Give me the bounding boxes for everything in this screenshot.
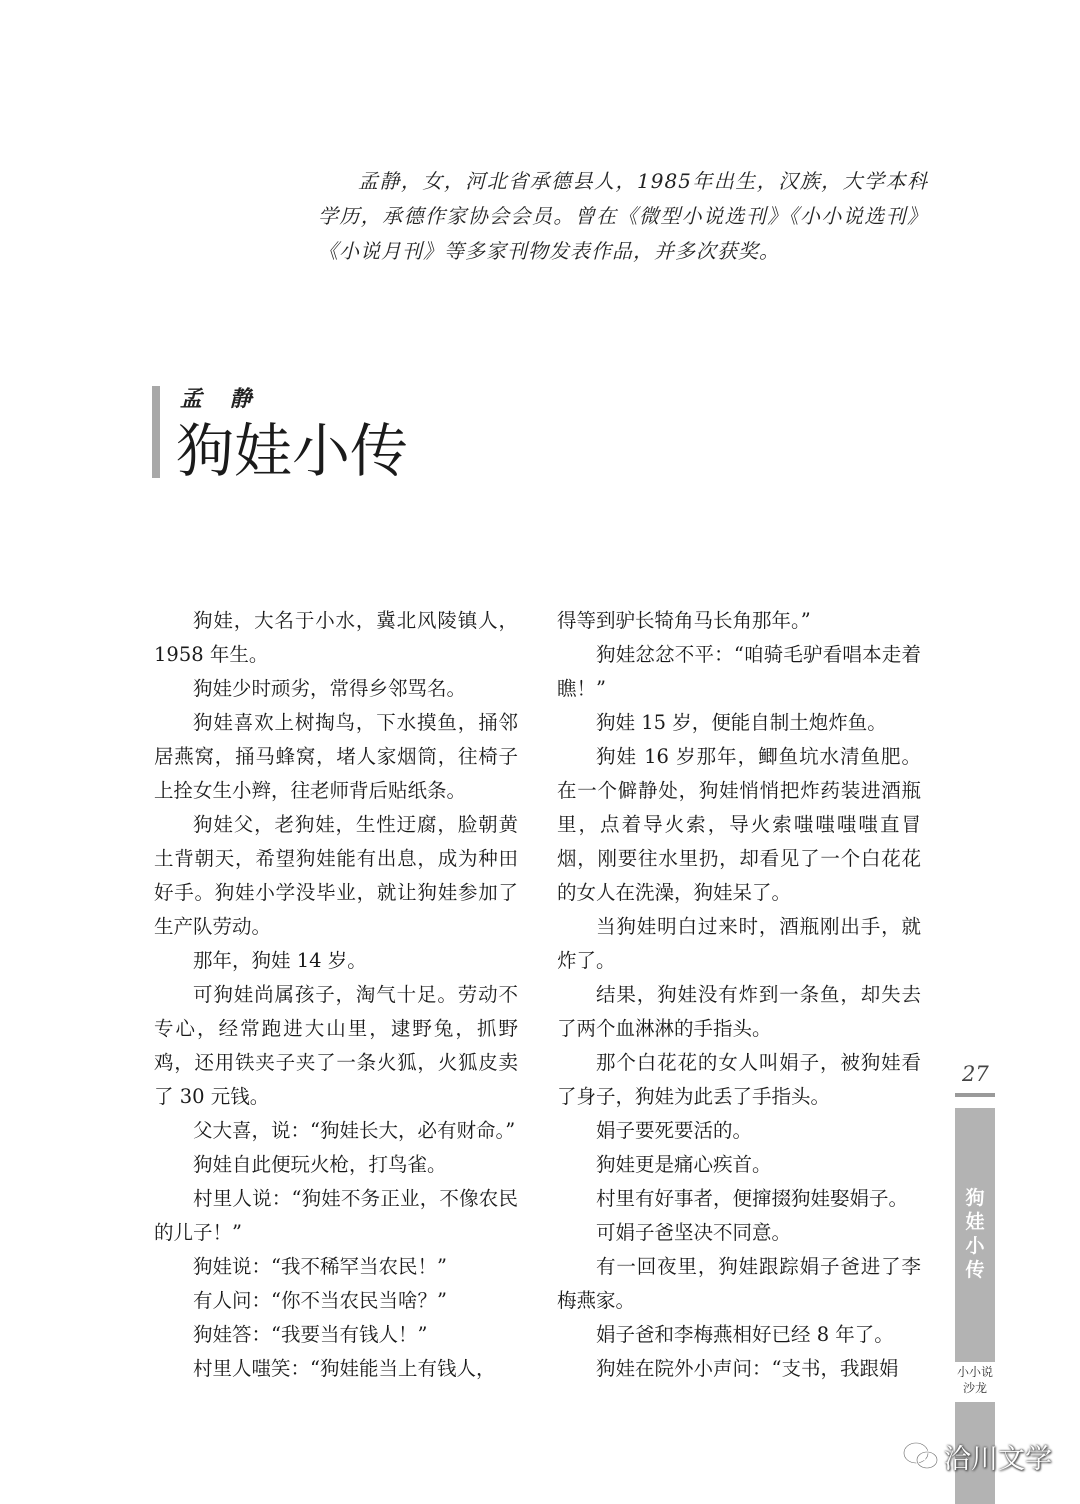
watermark <box>902 1436 1052 1476</box>
page-number-rule <box>955 1093 995 1097</box>
paragraph: 结果，狗娃没有炸到一条鱼，却失去了两个血淋淋的手指头。 <box>557 983 921 1040</box>
paragraph: 有人问：“你不当农民当啥？” <box>193 1289 447 1312</box>
paragraph-continued: 得等到驴长犄角马长角那年。” <box>557 609 811 632</box>
paragraph: 村里人嗤笑：“狗娃能当上有钱人， <box>193 1357 496 1380</box>
paragraph: 村里人说：“狗娃不务正业，不像农民的儿子！” <box>154 1187 518 1244</box>
paragraph: 狗娃忿忿不平：“咱骑毛驴看唱本走着瞧！” <box>557 643 921 700</box>
article-column-right <box>557 604 921 1386</box>
article-author: 孟 静 <box>180 386 262 412</box>
paragraph: 有一回夜里，狗娃跟踪娟子爸进了李梅燕家。 <box>557 1255 921 1312</box>
title-accent-bar <box>152 386 160 478</box>
author-bio <box>318 164 928 269</box>
paragraph: 狗娃答：“我要当有钱人！” <box>193 1323 428 1346</box>
paragraph: 狗娃 16 岁那年，鲫鱼坑水清鱼肥。在一个僻静处，狗娃悄悄把炸药装进酒瓶里，点着导火索，导火索嗤嗤嗤嗤直冒烟，刚要往水里扔，却看见了一个白花花的女人在洗澡，狗娃呆了。 <box>557 745 921 904</box>
paragraph: 狗娃，大名于小水，冀北风陵镇人，1958 年生。 <box>154 609 518 666</box>
paragraph: 狗娃 15 岁，便能自制土炮炸鱼。 <box>596 711 887 734</box>
paragraph: 那年，狗娃 14 岁。 <box>193 949 367 972</box>
paragraph: 当狗娃明白过来时，酒瓶刚出手，就炸了。 <box>557 915 921 972</box>
paragraph: 可娟子爸坚决不同意。 <box>596 1221 792 1244</box>
watermark-text: 洽川文学 <box>944 1443 1052 1475</box>
paragraph: 可狗娃尚属孩子，淘气十足。劳动不专心，经常跑进大山里，逮野兔，抓野鸡，还用铁夹子夹了一条火狐，火狐皮卖了 30 元钱。 <box>154 983 518 1108</box>
paragraph: 狗娃父，老狗娃，生性迂腐，脸朝黄土背朝天，希望狗娃能有出息，成为种田好手。狗娃小学没毕业，就让狗娃参加了生产队劳动。 <box>154 813 518 938</box>
column-label <box>955 1362 995 1402</box>
paragraph: 狗娃更是痛心疾首。 <box>596 1153 772 1176</box>
paragraph: 娟子爸和李梅燕相好已经 8 年了。 <box>596 1323 894 1346</box>
paragraph: 村里有好事者，便撺掇狗娃娶娟子。 <box>596 1187 909 1210</box>
paragraph: 狗娃在院外小声问：“支书，我跟娟 <box>596 1357 899 1380</box>
paragraph: 父大喜，说：“狗娃长大，必有财命。” <box>193 1119 516 1142</box>
side-tab-title: 狗娃小传 <box>965 1187 985 1281</box>
article-title: 狗娃小传 <box>176 417 409 485</box>
column-label-line2: 沙龙 <box>962 1381 987 1395</box>
column-label-line1: 小小说 <box>956 1365 993 1379</box>
paragraph: 狗娃少时顽劣，常得乡邻骂名。 <box>193 677 467 700</box>
paragraph: 狗娃自此便玩火枪，打鸟雀。 <box>193 1153 447 1176</box>
paragraph: 那个白花花的女人叫娟子，被狗娃看了身子，狗娃为此丢了手指头。 <box>557 1051 921 1108</box>
paragraph: 娟子要死要活的。 <box>596 1119 753 1142</box>
author-bio-text: 孟静，女，河北省承德县人，1985年出生，汉族，大学本科学历，承德作家协会会员。曾在《微型小说选刊》《小小说选刊》《小说月刊》等多家刊物发表作品，并多次获奖。 <box>318 169 928 263</box>
page-number: 27 <box>962 1062 989 1086</box>
paragraph: 狗娃说：“我不稀罕当农民！” <box>193 1255 447 1278</box>
wechat-icon <box>902 1440 940 1472</box>
paragraph: 狗娃喜欢上树掏鸟，下水摸鱼，捅邻居燕窝，捅马蜂窝，堵人家烟筒，往椅子上拴女生小辫，往老师背后贴纸条。 <box>154 711 518 802</box>
article-column-left <box>154 604 518 1386</box>
